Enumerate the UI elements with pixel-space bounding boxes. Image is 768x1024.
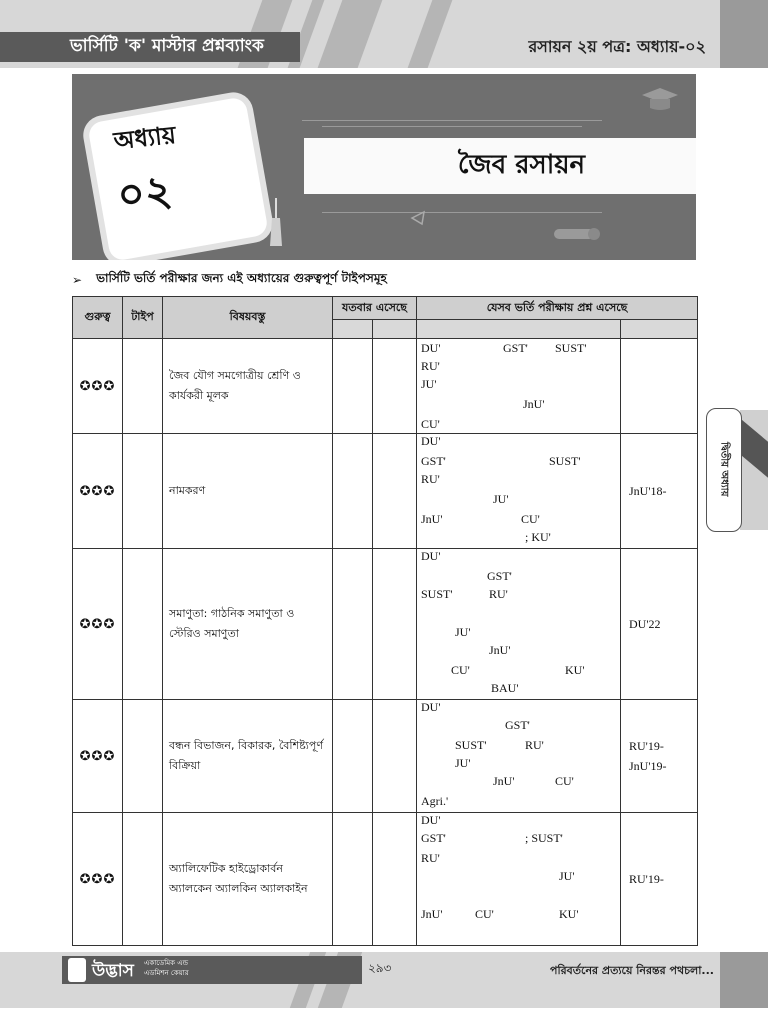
importance-stars: ✪✪✪ [73, 549, 123, 700]
exam-code: CU' [421, 417, 440, 431]
header-exams: যেসব ভর্তি পরীক্ষায় প্রশ্ন এসেছে [417, 297, 698, 320]
exam-code: JU' [455, 756, 471, 770]
exam-code: JU' [493, 492, 509, 506]
chapter-title-ribbon [304, 138, 696, 194]
exam-code: DU' [421, 549, 441, 563]
exam-code: KU' [565, 663, 585, 677]
exam-code: KU' [559, 907, 579, 921]
years-cell [621, 339, 698, 434]
chapter-title: জৈব রসায়ন [457, 150, 586, 180]
exam-code: SUST' [421, 587, 453, 601]
exam-code: GST' [503, 341, 528, 355]
exam-code: RU' [489, 587, 508, 601]
chapter-heading: রসায়ন ২য় পত্র: অধ্যায়-০২ [528, 36, 706, 56]
exams-cell [417, 813, 621, 946]
section-heading [72, 270, 692, 290]
logo-icon [68, 958, 86, 982]
exam-code: GST' [421, 831, 446, 845]
table-row [73, 813, 698, 946]
years-cell: RU'19- JnU'19- [621, 700, 698, 813]
times-cell [373, 700, 417, 813]
topic-cell: বন্ধন বিভাজন, বিকারক, বৈশিষ্ট্যপূর্ণ বিক্রিয়া [163, 700, 333, 813]
exam-code: CU' [451, 663, 470, 677]
exam-code: JnU' [421, 907, 443, 921]
graduation-cap-icon [640, 86, 680, 112]
exam-code: GST' [421, 454, 446, 468]
type-cell [123, 339, 163, 434]
book-title: ভার্সিটি 'ক' মাস্টার প্রশ্নব্যাংক [0, 32, 300, 62]
exam-code: RU' [421, 359, 440, 373]
type-cell [123, 549, 163, 700]
topic-cell: অ্যালিফেটিক হাইড্রোকার্বন অ্যালকেন অ্যালকিন অ্যালকাইন [163, 813, 333, 946]
times-cell [333, 813, 373, 946]
topic-cell: জৈব যৌগ সমগোত্রীয় শ্রেণি ও কার্যকরী মূলক [163, 339, 333, 434]
banner-line [302, 120, 602, 121]
exam-code: GST' [487, 569, 512, 583]
side-chapter-label: দ্বিতীয় অধ্যায় [718, 441, 730, 497]
footer-tagline: পরিবর্তনের প্রত্যয়ে নিরন্তর পথচলা... [550, 964, 714, 977]
bullet-arrow-icon: ➢ [72, 273, 83, 287]
exam-code: BAU' [491, 681, 519, 695]
importance-stars: ✪✪✪ [73, 700, 123, 813]
table-row [73, 434, 698, 549]
times-cell [373, 813, 417, 946]
exam-code: JU' [421, 377, 437, 391]
exam-code: JU' [455, 625, 471, 639]
years-cell: DU'22 [621, 549, 698, 700]
section-heading-text: ভার্সিটি ভর্তি পরীক্ষার জন্য এই অধ্যায়ের গুরুত্বপূর্ণ টাইপসমূহ [96, 271, 387, 285]
exam-code: CU' [555, 774, 574, 788]
times-cell [373, 339, 417, 434]
exam-code: GST' [505, 718, 530, 732]
banner-line [322, 212, 602, 213]
diploma-scroll-icon [550, 224, 600, 244]
importance-stars: ✪✪✪ [73, 339, 123, 434]
header-stripe [318, 0, 383, 68]
exam-code: DU' [421, 434, 441, 448]
table-row [73, 549, 698, 700]
exam-code: DU' [421, 813, 441, 827]
exams-cell [417, 434, 621, 549]
times-cell [333, 339, 373, 434]
subheader-cell [333, 320, 373, 339]
times-cell [373, 434, 417, 549]
tassel-icon [268, 198, 284, 248]
banner-line [322, 126, 582, 127]
exam-code: ; KU' [525, 530, 551, 544]
header-corner-block [720, 0, 768, 68]
subheader-cell [417, 320, 621, 339]
times-cell [333, 434, 373, 549]
exams-cell [417, 549, 621, 700]
type-cell [123, 700, 163, 813]
topic-cell: নামকরণ [163, 434, 333, 549]
footer-corner-block [720, 952, 768, 1008]
exam-code: SUST' [549, 454, 581, 468]
table-row [73, 339, 698, 434]
header-importance: গুরুত্ব [73, 297, 123, 339]
chapter-number: ০২ [114, 165, 175, 220]
exam-code: CU' [521, 512, 540, 526]
chapter-word: অধ্যায় [112, 120, 178, 156]
exam-code: JU' [559, 869, 575, 883]
exam-code: SUST' [455, 738, 487, 752]
exam-code: JnU' [523, 397, 545, 411]
page-number: ২৯৩ [368, 961, 392, 975]
exam-code: RU' [421, 472, 440, 486]
times-cell [333, 549, 373, 700]
exam-code: Agri.' [421, 794, 449, 808]
triangle-decor-icon [410, 210, 426, 226]
exam-code: JnU' [493, 774, 515, 788]
exam-code: JnU' [489, 643, 511, 657]
years-cell: RU'19- [621, 813, 698, 946]
footer-logo-subtitle: একাডেমিক এন্ড এডমিশন কেয়ার [144, 959, 189, 977]
exam-code: ; SUST' [525, 831, 563, 845]
exam-code: CU' [475, 907, 494, 921]
importance-stars: ✪✪✪ [73, 813, 123, 946]
exam-code: RU' [525, 738, 544, 752]
years-cell: JnU'18- [621, 434, 698, 549]
header-type: টাইপ [123, 297, 163, 339]
times-cell [333, 700, 373, 813]
header-times: যতবার এসেছে [333, 297, 417, 320]
exams-cell [417, 339, 621, 434]
table-row [73, 700, 698, 813]
type-cell [123, 813, 163, 946]
subheader-cell [373, 320, 417, 339]
header-stripe [408, 0, 453, 68]
topic-table [72, 296, 698, 946]
header-topic: বিষয়বস্তু [163, 297, 333, 339]
exam-code: DU' [421, 341, 441, 355]
topic-cell: সমাণুতা: গাঠনিক সমাণুতা ও স্টেরিও সমাণুতা [163, 549, 333, 700]
exams-cell [417, 700, 621, 813]
exam-code: DU' [421, 700, 441, 714]
exam-code: RU' [421, 851, 440, 865]
type-cell [123, 434, 163, 549]
subheader-cell [621, 320, 698, 339]
times-cell [373, 549, 417, 700]
exam-code: SUST' [555, 341, 587, 355]
exam-code: JnU' [421, 512, 443, 526]
importance-stars: ✪✪✪ [73, 434, 123, 549]
footer-logo: উদ্ভাস [92, 961, 134, 981]
